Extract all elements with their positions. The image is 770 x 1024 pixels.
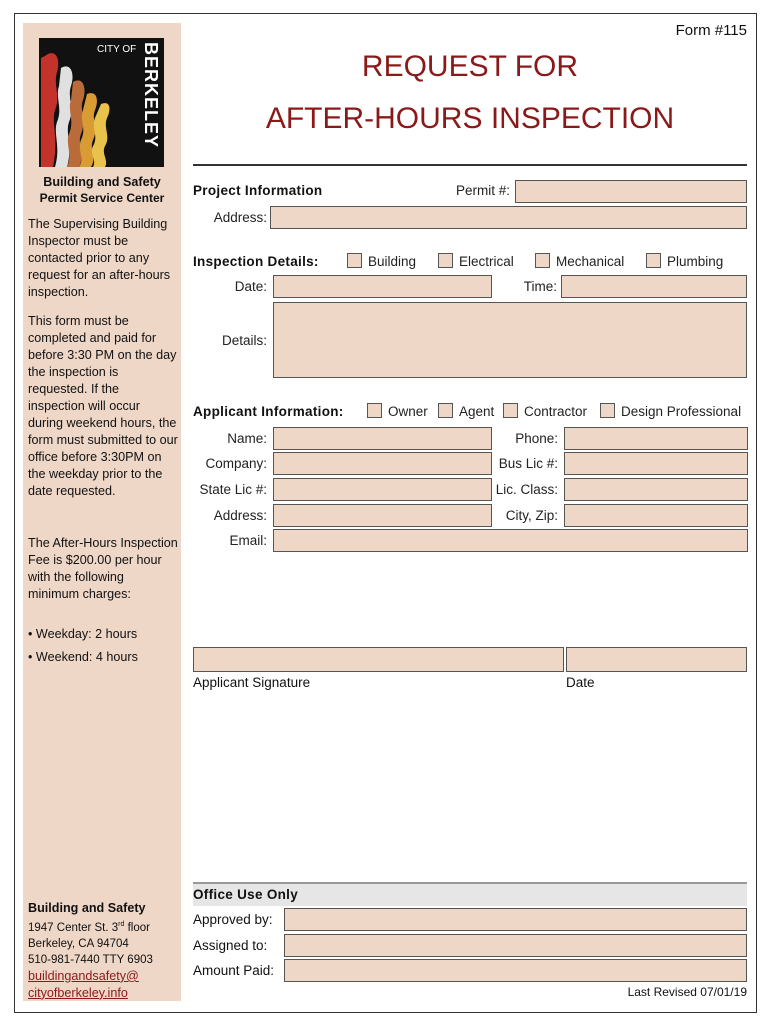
email-link-line1[interactable]: buildingandsafety@ (28, 968, 139, 983)
permit-label: Permit #: (455, 183, 510, 198)
sidebar-paragraph-2: This form must be completed and paid for before 3:30 PM on the day the inspection is requested. If the inspection will occur during weekend hours, the form must submitted to our office before 3:30PM on the weekday prior to the date requested. (28, 314, 178, 498)
footer-address (28, 917, 180, 936)
company-label: Company: (205, 456, 267, 471)
contractor-checkbox[interactable] (503, 403, 518, 418)
sidebar-bullet-weekend: • Weekend: 4 hours (28, 650, 138, 664)
assigned-to-field[interactable] (284, 934, 747, 957)
sidebar-dept-line2: Permit Service Center (39, 191, 165, 205)
form-number: Form #115 (675, 22, 747, 39)
applicant-signature-field[interactable] (193, 647, 564, 672)
bus-lic-field[interactable] (564, 452, 748, 475)
sidebar-footer (28, 900, 180, 1002)
city-zip-label: City, Zip: (505, 508, 558, 523)
logo-city-of: CITY OF (97, 44, 137, 55)
design-professional-checkbox[interactable] (600, 403, 615, 418)
agent-checkbox-label: Agent (459, 404, 495, 419)
office-use-heading: Office Use Only (193, 887, 299, 902)
footer-city: Berkeley, CA 94704 (28, 937, 129, 950)
inspection-date-field[interactable] (273, 275, 492, 298)
applicant-name-field[interactable] (273, 427, 492, 450)
approved-by-field[interactable] (284, 908, 747, 931)
logo-berkeley: BERKELEY (141, 42, 161, 149)
lic-class-field[interactable] (564, 478, 748, 501)
berkeley-logo (39, 38, 164, 167)
header-rule (193, 164, 747, 166)
title-line-1: REQUEST FOR (361, 50, 579, 83)
applicant-address-field[interactable] (273, 504, 492, 527)
mechanical-checkbox[interactable] (535, 253, 550, 268)
permit-number-field[interactable] (515, 180, 747, 203)
inspection-details-heading: Inspection Details: (193, 254, 319, 269)
sidebar-paragraph-1: The Supervising Building Inspector must be contacted prior to any request for an after-hours inspection. (28, 217, 171, 299)
project-info-heading: Project Information (193, 183, 323, 198)
amount-paid-field[interactable] (284, 959, 747, 982)
title-line-2: AFTER-HOURS INSPECTION (265, 102, 675, 135)
company-field[interactable] (273, 452, 492, 475)
footer-phone: 510-981-7440 TTY 6903 (28, 953, 153, 966)
sidebar-dept-line1: Building and Safety (43, 175, 161, 189)
applicant-signature-label: Applicant Signature (193, 675, 311, 690)
applicant-phone-field[interactable] (564, 427, 748, 450)
agent-checkbox[interactable] (438, 403, 453, 418)
sidebar-bullet-weekday: • Weekday: 2 hours (28, 627, 138, 641)
inspection-details-field[interactable] (273, 302, 747, 378)
electrical-checkbox[interactable] (438, 253, 453, 268)
electrical-checkbox-label: Electrical (459, 254, 514, 269)
signature-date-label: Date (566, 675, 595, 690)
mechanical-checkbox-label: Mechanical (556, 254, 625, 269)
building-checkbox[interactable] (347, 253, 362, 268)
contractor-checkbox-label: Contractor (524, 404, 588, 419)
city-zip-field[interactable] (564, 504, 748, 527)
applicant-name-label: Name: (227, 431, 267, 446)
owner-checkbox-label: Owner (388, 404, 428, 419)
details-label: Details: (221, 333, 267, 348)
inspection-time-field[interactable] (561, 275, 747, 298)
amount-paid-label: Amount Paid: (193, 963, 275, 978)
state-lic-field[interactable] (273, 478, 492, 501)
footer-address-post: floor (124, 921, 150, 934)
applicant-info-heading: Applicant Information: (193, 404, 344, 419)
footer-email (28, 968, 180, 1002)
last-revised: Last Revised 07/01/19 (627, 985, 747, 999)
applicant-email-field[interactable] (273, 529, 748, 552)
assigned-to-label: Assigned to: (193, 938, 268, 953)
project-address-label: Address: (213, 210, 267, 225)
time-label: Time: (523, 279, 557, 294)
sidebar-paragraph-3: The After-Hours Inspection Fee is $200.00 per hour with the following minimum charges: (28, 536, 178, 601)
sidebar (23, 23, 181, 1001)
state-lic-label: State Lic #: (199, 482, 267, 497)
email-label: Email: (229, 533, 267, 548)
signature-date-field[interactable] (566, 647, 747, 672)
building-checkbox-label: Building (368, 254, 417, 269)
bus-lic-label: Bus Lic #: (498, 456, 558, 471)
lic-class-label: Lic. Class: (495, 482, 558, 497)
footer-address-pre: 1947 Center St. 3 (28, 921, 119, 934)
approved-by-label: Approved by: (193, 912, 273, 927)
project-address-field[interactable] (270, 206, 747, 229)
applicant-address-label: Address: (213, 508, 267, 523)
applicant-phone-label: Phone: (515, 431, 558, 446)
footer-title: Building and Safety (28, 901, 146, 915)
footer-address-sup: rd (118, 921, 125, 928)
design-professional-checkbox-label: Design Professional (621, 404, 742, 419)
date-label: Date: (234, 279, 267, 294)
plumbing-checkbox-label: Plumbing (667, 254, 724, 269)
owner-checkbox[interactable] (367, 403, 382, 418)
plumbing-checkbox[interactable] (646, 253, 661, 268)
email-link-line2[interactable]: cityofberkeley.info (28, 985, 128, 1000)
